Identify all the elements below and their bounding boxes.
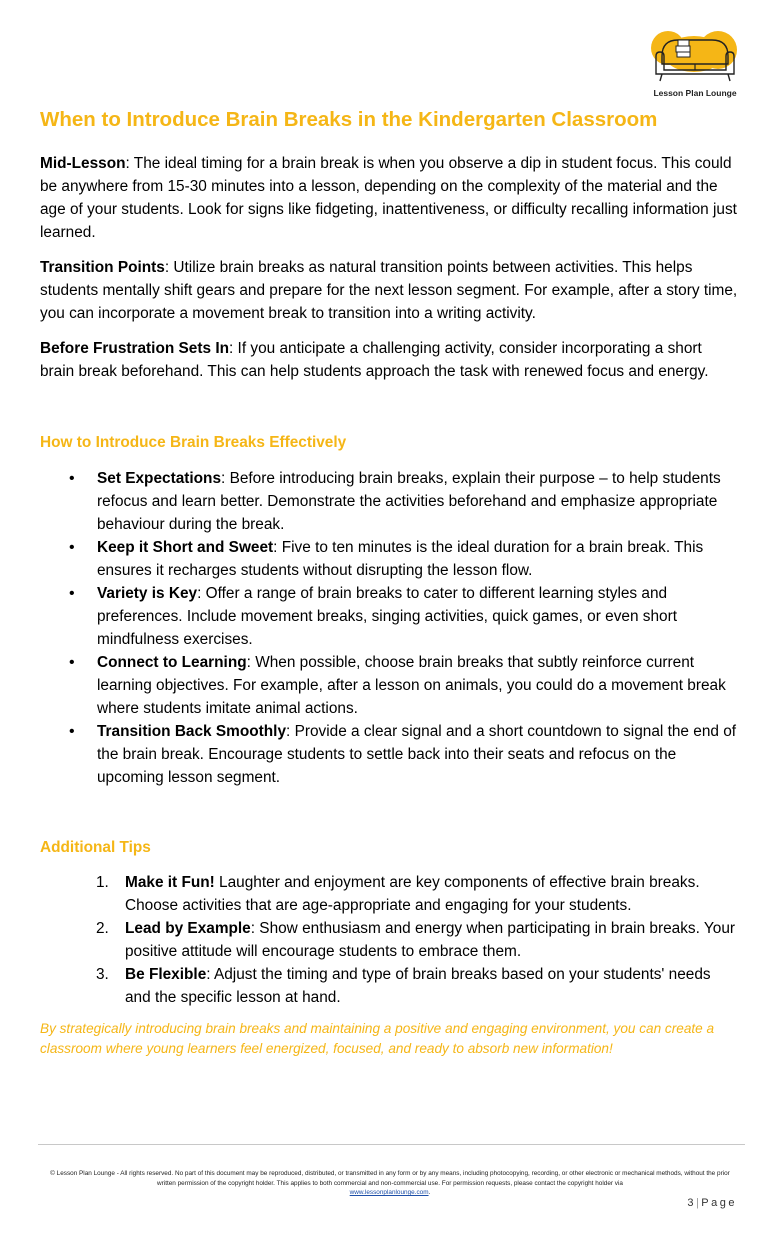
term: Keep it Short and Sweet bbox=[97, 539, 274, 556]
body-text: : Offer a range of brain breaks to cater to different learning styles and preferences. Include movement breaks, singing activities, quick games, or even short mindfulness exercises. bbox=[97, 585, 677, 648]
section-heading-additional-tips: Additional Tips bbox=[40, 839, 151, 856]
bullet-glyph: • bbox=[69, 585, 75, 602]
term: Set Expectations bbox=[97, 470, 222, 487]
list-item bbox=[40, 651, 740, 720]
section-heading-how-to: How to Introduce Brain Breaks Effectively bbox=[40, 434, 347, 451]
link-suffix: . bbox=[428, 1189, 431, 1196]
page-separator: | bbox=[695, 1197, 702, 1209]
body-text: : If you anticipate a challenging activity, consider incorporating a short brain break beforehand. This can help students approach the task with renewed focus and energy. bbox=[40, 340, 709, 380]
body-text: : Provide a clear signal and a short countdown to signal the end of the brain break. Encourage students to settle back into their seats and refocus on the upcoming lesson segment. bbox=[97, 723, 737, 786]
bullet-glyph: • bbox=[69, 470, 75, 487]
body-text: : The ideal timing for a brain break is when you observe a dip in student focus. This could be anywhere from 15-30 minutes into a lesson, depending on the complexity of the material and the age of your students. Look for signs like fidgeting, inattentiveness, or difficulty recalling information just learned. bbox=[40, 155, 737, 241]
bullet-list bbox=[40, 467, 740, 789]
term: Be Flexible bbox=[125, 966, 207, 983]
term: Transition Points bbox=[40, 259, 165, 276]
couch-icon bbox=[648, 26, 742, 88]
website-link[interactable]: www.lessonplanlounge.com bbox=[349, 1189, 429, 1196]
footer-copyright bbox=[40, 1169, 740, 1198]
closing-statement: By strategically introducing brain breaks and maintaining a positive and engaging environment, you can create a classroom where young learners feel energized, focused, and ready to absorb new information! bbox=[40, 1021, 715, 1056]
paragraph-mid-lesson bbox=[40, 152, 740, 244]
page-number-value: 3 bbox=[687, 1197, 696, 1209]
term: Connect to Learning bbox=[97, 654, 247, 671]
numbered-list bbox=[40, 871, 740, 1009]
term: Make it Fun! bbox=[125, 874, 215, 891]
list-item bbox=[40, 467, 740, 536]
term: Lead by Example bbox=[125, 920, 251, 937]
page-number bbox=[687, 1197, 737, 1209]
body-text: : Adjust the timing and type of brain breaks based on your students' needs and the specific lesson at hand. bbox=[125, 966, 711, 1006]
bullet-glyph: • bbox=[69, 723, 75, 740]
term: Variety is Key bbox=[97, 585, 198, 602]
body-text: Laughter and enjoyment are key components of effective brain breaks. Choose activities that are age-appropriate and engaging for your students. bbox=[125, 874, 700, 914]
list-item bbox=[40, 871, 740, 917]
body-text: : Before introducing brain breaks, explain their purpose – to help students refocus and learn better. Demonstrate the activities beforehand and emphasize appropriate behaviour during the break. bbox=[97, 470, 721, 533]
body-text: : Five to ten minutes is the ideal duration for a brain break. This ensures it recharges students without disrupting the lesson flow. bbox=[97, 539, 704, 579]
list-item bbox=[40, 720, 740, 789]
term: Transition Back Smoothly bbox=[97, 723, 287, 740]
body-text: : Show enthusiasm and energy when participating in brain breaks. Your positive attitude will encourage students to embrace them. bbox=[125, 920, 735, 960]
item-number: 3. bbox=[96, 966, 109, 983]
term: Before Frustration Sets In bbox=[40, 340, 229, 357]
footer-divider bbox=[38, 1144, 745, 1145]
item-number: 1. bbox=[96, 874, 109, 891]
body-text: : When possible, choose brain breaks that subtly reinforce current learning objectives. For example, after a lesson on animals, you could do a movement break where students imitate animal actions. bbox=[97, 654, 726, 717]
item-number: 2. bbox=[96, 920, 109, 937]
list-item bbox=[40, 536, 740, 582]
page-title: When to Introduce Brain Breaks in the Kindergarten Classroom bbox=[40, 108, 658, 131]
logo bbox=[648, 26, 742, 100]
list-item bbox=[40, 963, 740, 1009]
body-text: : Utilize brain breaks as natural transition points between activities. This helps students mentally shift gears and prepare for the next lesson segment. For example, after a story time, you can incorporate a movement break to transition into a writing activity. bbox=[40, 259, 738, 322]
term: Mid-Lesson bbox=[40, 155, 126, 172]
bullet-glyph: • bbox=[69, 539, 75, 556]
list-item bbox=[40, 917, 740, 963]
list-item bbox=[40, 582, 740, 651]
page-label: Page bbox=[701, 1197, 737, 1209]
paragraph-transition-points bbox=[40, 256, 740, 325]
document-body bbox=[40, 106, 740, 1059]
copyright-text: © Lesson Plan Lounge - All rights reserved. No part of this document may be reproduced, distributed, or transmitted in any form or by any means, including photocopying, recording, or other electronic or mechanical methods, without the prior written permission of the copyright holder. This applies to both commercial and non-commercial use. For permission requests, please contact the copyright holder via bbox=[50, 1170, 730, 1187]
bullet-glyph: • bbox=[69, 654, 75, 671]
paragraph-before-frustration bbox=[40, 337, 740, 383]
logo-text: Lesson Plan Lounge bbox=[653, 88, 737, 98]
